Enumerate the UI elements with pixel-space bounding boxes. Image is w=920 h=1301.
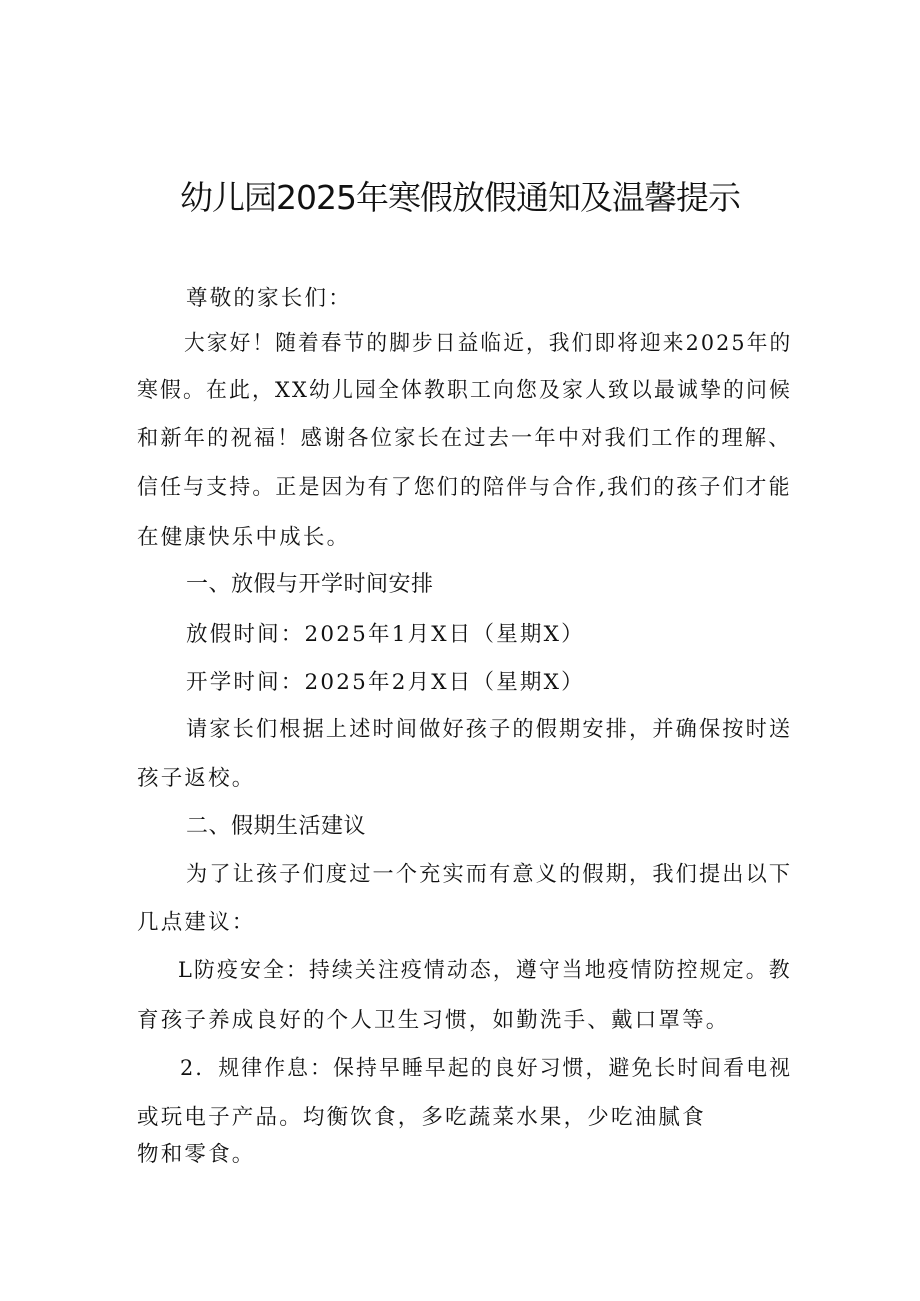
intro-line-3: 和新年的祝福！感谢各位家长在过去一年中对我们工作的理解、 (137, 426, 792, 451)
section1-note-line-1: 请家长们根据上述时间做好孩子的假期安排，并确保按时送 (186, 717, 793, 742)
item1-line-2: 育孩子养成良好的个人卫生习惯，如勤洗手、戴口罩等。 (137, 1008, 730, 1033)
section1-heading: 一、放假与开学时间安排 (186, 572, 434, 597)
school-time: 开学时间：2025年2月X日（星期X） (186, 670, 585, 695)
greeting: 尊敬的家长们： (186, 286, 352, 311)
holiday-time: 放假时间：2025年1月X日（星期X） (186, 622, 585, 647)
intro-line-4: 信任与支持。正是因为有了您们的陪伴与合作,我们的孩子们才能 (137, 475, 792, 500)
document-title: 幼儿园2025年寒假放假通知及温馨提示 (180, 178, 740, 217)
section2-heading: 二、假期生活建议 (186, 814, 367, 839)
item2-line-1: 2．规律作息：保持早睡早起的良好习惯，避免长时间看电视 (180, 1056, 793, 1081)
section2-intro-line-1: 为了让孩子们度过一个充实而有意义的假期，我们提出以下 (186, 862, 793, 887)
item1-line-1: L防疫安全：持续关注疫情动态，遵守当地疫情防控规定。教 (178, 958, 792, 983)
intro-line-5: 在健康快乐中成长。 (137, 525, 351, 550)
intro-line-2: 寒假。在此，XX幼儿园全体教职工向您及家人致以最诚挚的问候 (137, 378, 792, 403)
item2-line-3: 物和零食。 (137, 1142, 256, 1167)
intro-line-1: 大家好！随着春节的脚步日益临近，我们即将迎来2025年的 (184, 331, 793, 356)
section2-intro-line-2: 几点建议： (137, 910, 256, 935)
item2-line-2: 或玩电子产品。均衡饮食，多吃蔬菜水果，少吃油腻食 (137, 1105, 706, 1130)
section1-note-line-2: 孩子返校。 (137, 766, 256, 791)
